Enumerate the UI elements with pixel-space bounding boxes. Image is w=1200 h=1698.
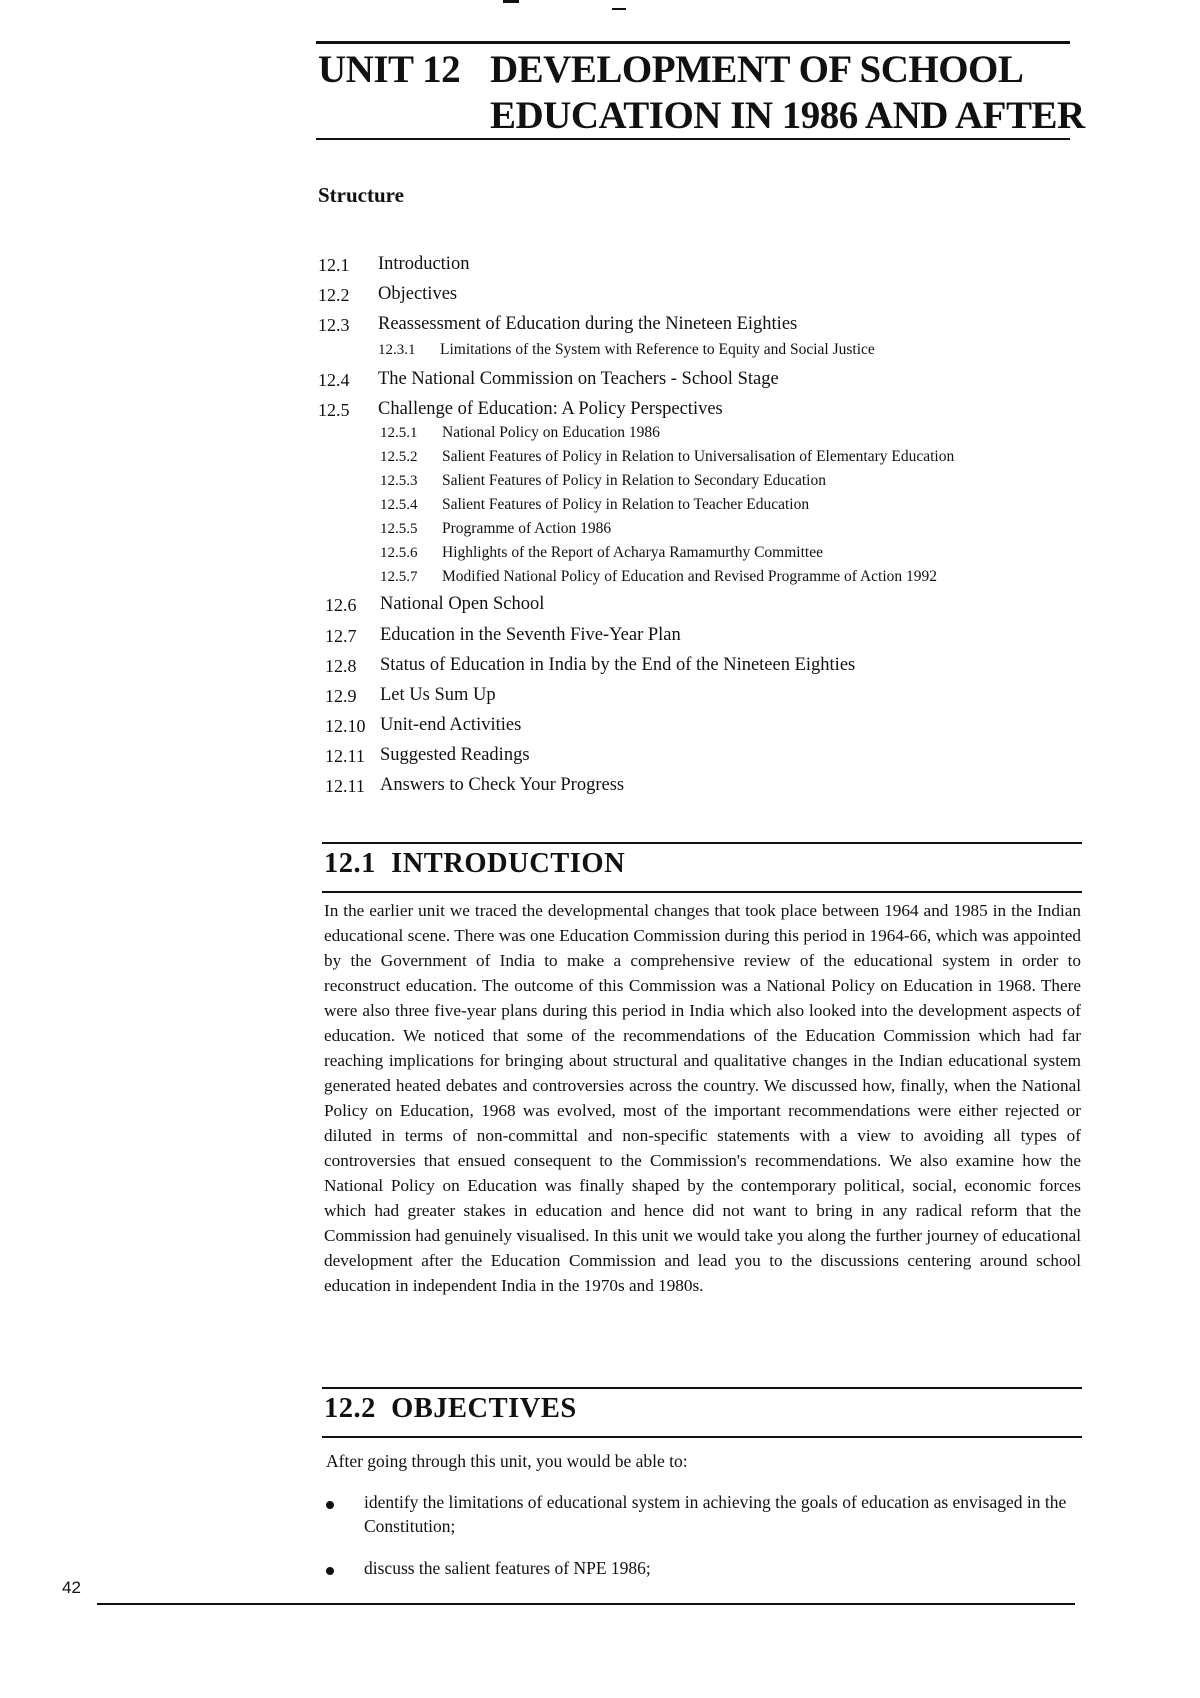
toc-item-text: Introduction [378,254,470,274]
toc-subitem-number: 12.3.1 [378,342,416,358]
toc-item-number: 12.6 [325,595,357,615]
toc-item-number: 12.11 [325,746,365,766]
objective-item: discuss the salient features of NPE 1986; [364,1558,651,1578]
top-mark-right [612,8,626,10]
toc-subitem-text: Highlights of the Report of Acharya Ramamurthy Committee [442,544,823,561]
toc-subitem-number: 12.5.2 [380,449,418,465]
toc-item-number: 12.5 [318,400,350,420]
top-mark-left [503,0,519,3]
toc-item-text: Status of Education in India by the End of the Nineteen Eighties [380,655,856,675]
toc-item-text: Answers to Check Your Progress [380,775,625,795]
toc-item-number: 12.2 [318,285,350,305]
objectives-bottom-rule [322,1436,1082,1438]
toc-item-text: The National Commission on Teachers - School Stage [378,369,779,389]
toc-subitem-number: 12.5.7 [380,569,418,585]
toc-item-text: Suggested Readings [380,745,530,765]
toc-subitem-text: Modified National Policy of Education and Revised Programme of Action 1992 [442,568,938,585]
bullet-icon [326,1567,334,1575]
bullet-icon [326,1501,334,1509]
toc-item-number: 12.11 [325,776,365,796]
toc-item-text: National Open School [380,594,545,614]
toc-item-text: Education in the Seventh Five-Year Plan [380,625,681,645]
intro-paragraph: In the earlier unit we traced the developmental changes that took place between 1964 and 1985 in the Indian educational scene. There was one Education Commission during this period in 1964-66, which was appointed by the Government of India to make a comprehensive review of the educational system in order to reconstruct education. The outcome of this Commission was a National Policy on Education in 1968. There were also three five-year plans during this period in India which also looked into the development aspects of education. We noticed that some of the recommendations of the Education Commission which had far reaching implications for bringing about structural and qualitative changes in the Indian educational system generated heated debates and controversies across the country. We discussed how, finally, when the National Policy on Education, 1968 was evolved, most of the important recommendations were either rejected or diluted in terms of non-committal and non-specific statements with a view to avoiding all types of controversies that ensued consequent to the Commission's recommendations. We also examine how the National Policy on Education was finally shaped by the contemporary political, social, economic forces which had greater stakes in education and hence did not want to bring in any radical reform that the Commission had genuinely visualised. In this unit we would take you along the further journey of educational development after the Education Commission and lead you to the discussions centering around school education in independent India in the 1970s and 1980s. [324,901,1081,1295]
unit-title-line2: EDUCATION IN 1986 AND AFTER [490,94,1085,137]
toc-subitem-text: Salient Features of Policy in Relation to Teacher Education [442,496,810,513]
toc-subitem-number: 12.5.3 [380,473,418,489]
toc-subitem-text: Limitations of the System with Reference to Equity and Social Justice [440,341,875,358]
toc-item-text: Unit-end Activities [380,715,522,735]
toc-subitem-number: 12.5.5 [380,521,418,537]
header-top-rule [316,41,1070,44]
toc-item-text: Reassessment of Education during the Nineteen Eighties [378,314,798,334]
toc-item-number: 12.8 [325,656,357,676]
toc-item-number: 12.1 [318,255,350,275]
toc-subitem-number: 12.5.4 [380,497,418,513]
toc-item-number: 12.9 [325,686,357,706]
toc-item-text: Let Us Sum Up [380,685,496,705]
unit-title-line1: DEVELOPMENT OF SCHOOL [490,48,1024,91]
objectives-lead: After going through this unit, you would be able to: [326,1451,688,1471]
toc-subitem-text: Salient Features of Policy in Relation to Universalisation of Elementary Education [442,448,955,465]
unit-number: UNIT 12 [318,48,461,91]
toc-item-number: 12.3 [318,315,350,335]
objective-item: identify the limitations of educational system in achieving the goals of education as envisaged in the Constitution; [364,1492,1067,1536]
toc-subitem-number: 12.5.6 [380,545,418,561]
structure-heading: Structure [318,183,404,207]
toc-subitem-text: National Policy on Education 1986 [442,424,660,441]
header-bottom-rule [316,138,1070,140]
objectives-top-rule [322,1387,1082,1389]
page-number: 42 [62,1578,81,1597]
intro-heading: 12.1 INTRODUCTION [324,848,626,879]
toc-subitem-text: Programme of Action 1986 [442,520,612,537]
toc-subitem-text: Salient Features of Policy in Relation to Secondary Education [442,472,826,489]
toc-item-text: Challenge of Education: A Policy Perspectives [378,399,723,419]
intro-bottom-rule [322,891,1082,893]
footer-rule [97,1603,1075,1605]
objectives-heading: 12.2 OBJECTIVES [324,1393,577,1424]
toc-item-number: 12.10 [325,716,366,736]
toc-item-number: 12.7 [325,626,357,646]
toc-item-text: Objectives [378,284,458,304]
intro-top-rule [322,842,1082,844]
toc-item-number: 12.4 [318,370,350,390]
toc-subitem-number: 12.5.1 [380,425,418,441]
